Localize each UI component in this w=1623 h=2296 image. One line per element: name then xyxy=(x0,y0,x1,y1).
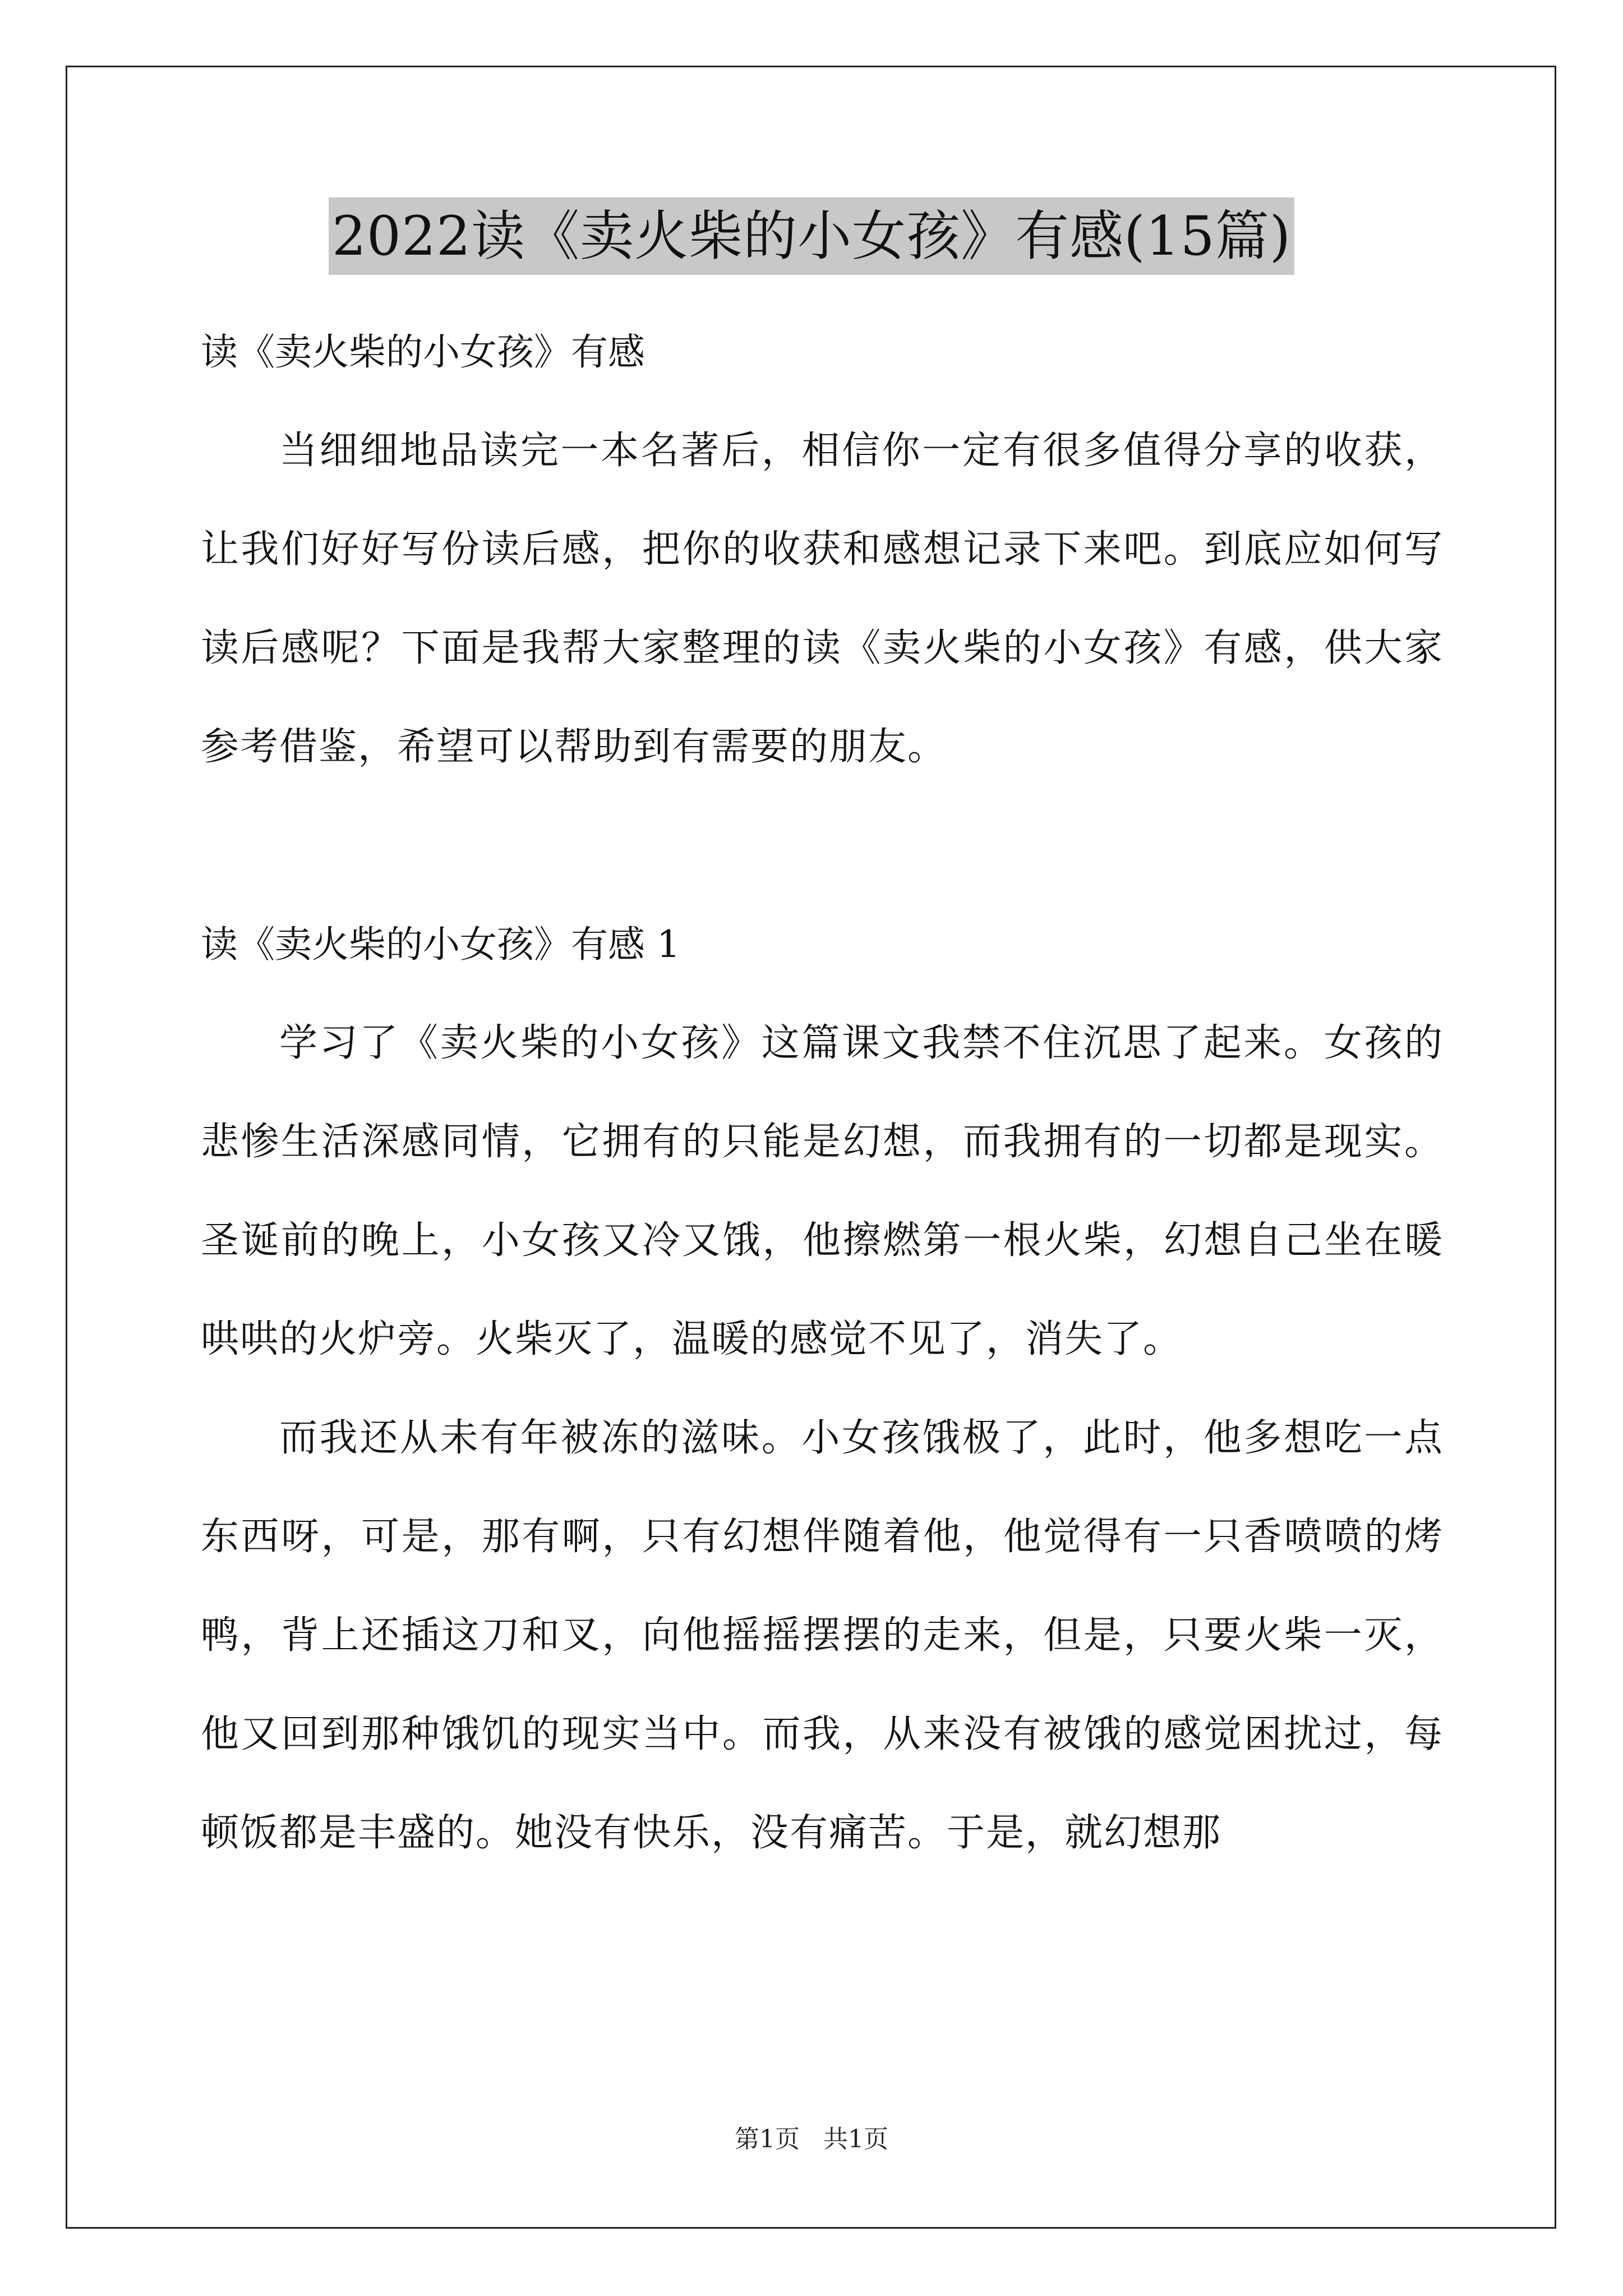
section-spacer xyxy=(201,797,1444,895)
section1-heading: 读《卖火柴的小女孩》有感 1 xyxy=(201,923,680,966)
document-title: 2022读《卖火柴的小女孩》有感(15篇) xyxy=(329,197,1294,275)
section1-paragraph: 学习了《卖火柴的小女孩》这篇课文我禁不住沉思了起来。女孩的悲惨生活深感同情，它拥有的只能是幻想，而我拥有的一切都是现实。圣诞前的晚上，小女孩又冷又饿，他擦燃第一根火柴，幻想自己坐在暖哄哄的火炉旁。火柴灭了，温暖的感觉不见了，消失了。 xyxy=(201,1021,1444,1361)
document-body xyxy=(201,303,1444,1883)
intro-paragraph: 当细细地品读完一本名著后，相信你一定有很多值得分享的收获，让我们好好写份读后感，把你的收获和感想记录下来吧。到底应如何写读后感呢？下面是我帮大家整理的读《卖火柴的小女孩》有感，供大家参考借鉴，希望可以帮助到有需要的朋友。 xyxy=(201,429,1444,769)
title-container xyxy=(0,197,1623,275)
intro-heading: 读《卖火柴的小女孩》有感 xyxy=(201,330,645,374)
page-footer: 第1页 共1页 xyxy=(735,2125,888,2154)
section1-paragraph: 而我还从未有年被冻的滋味。小女孩饿极了，此时，他多想吃一点东西呀，可是，那有啊，只有幻想伴随着他，他觉得有一只香喷喷的烤鸭，背上还插这刀和叉，向他摇摇摆摆的走来，但是，只要火柴一灭，他又回到那种饿饥的现实当中。而我，从来没有被饿的感觉困扰过，每顿饭都是丰盛的。她没有快乐，没有痛苦。于是，就幻想那 xyxy=(201,1416,1444,1855)
